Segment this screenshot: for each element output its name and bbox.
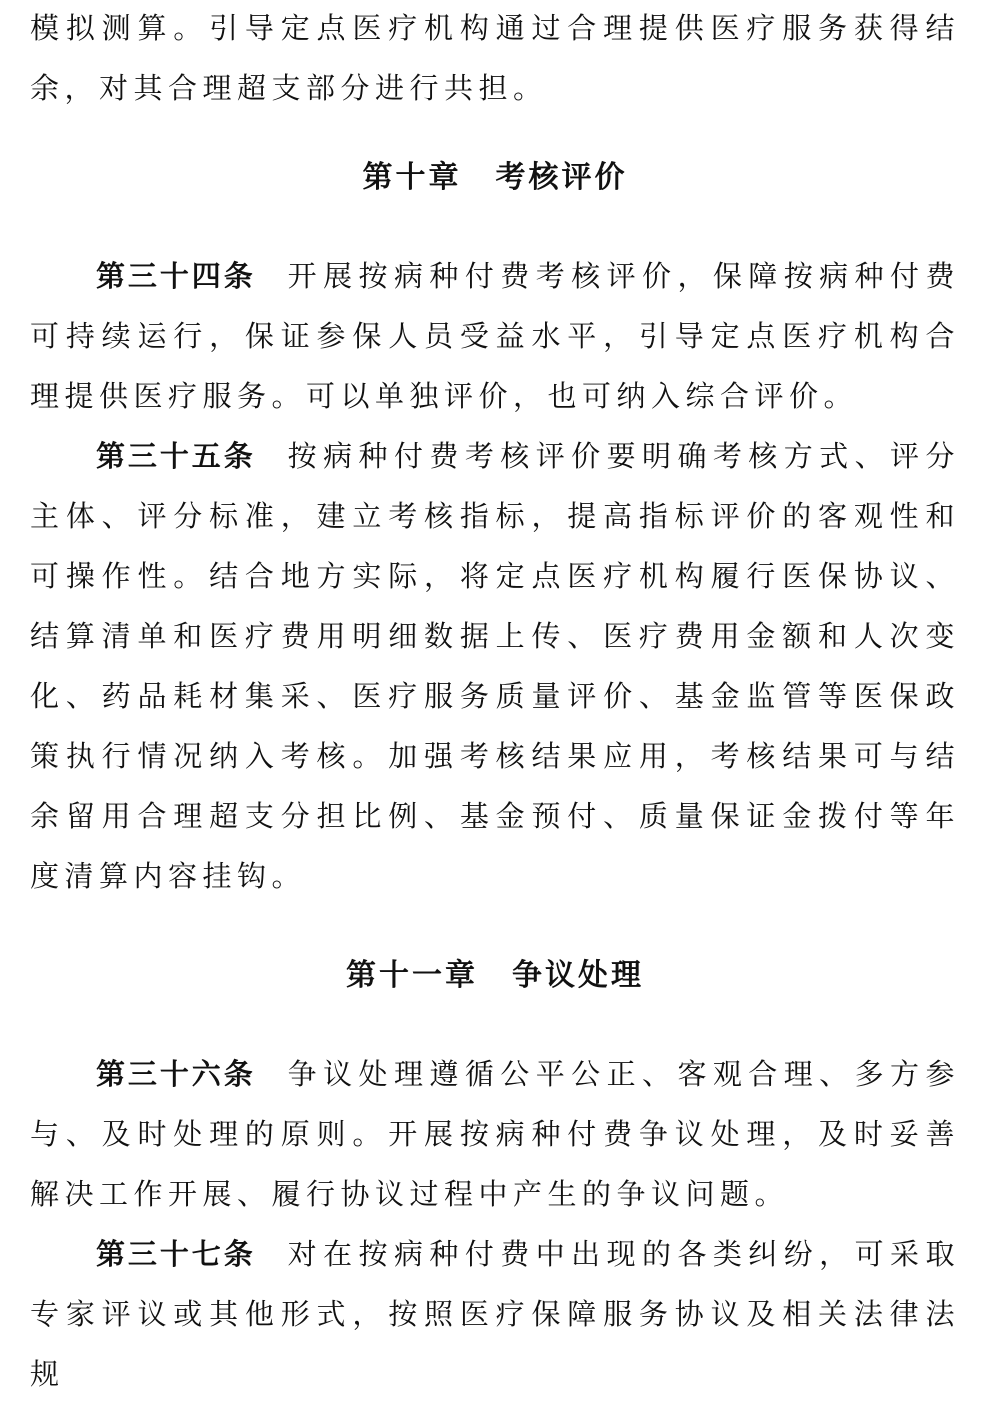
lead-paragraph: 模拟测算。引导定点医疗机构通过合理提供医疗服务获得结余，对其合理超支部分进行共担。 [30, 11, 960, 105]
article-35 [30, 426, 960, 906]
article-36-text: 争议处理遵循公平公正、客观合理、多方参与、及时处理的原则。开展按病种付费争议处理，及时妥善解决工作开展、履行协议过程中产生的争议问题。 [30, 1057, 960, 1211]
article-34 [30, 246, 960, 426]
article-34-text: 开展按病种付费考核评价，保障按病种付费可持续运行，保证参保人员受益水平，引导定点医疗机构合理提供医疗服务。可以单独评价，也可纳入综合评价。 [30, 259, 960, 413]
chapter-10-title: 考核评价 [495, 160, 628, 195]
chapter-11-heading [30, 946, 960, 1006]
article-36-label: 第三十六条 [96, 1057, 256, 1091]
chapter-11-number: 第十一章 [346, 958, 478, 993]
document-page [30, 0, 960, 1404]
chapter-11-title: 争议处理 [512, 958, 644, 993]
chapter-10-number: 第十章 [362, 160, 462, 195]
article-34-label: 第三十四条 [96, 259, 256, 293]
chapter-10-heading [30, 148, 960, 208]
article-35-label: 第三十五条 [96, 439, 256, 473]
article-37-text: 对在按病种付费中出现的各类纠纷，可采取专家评议或其他形式，按照医疗保障服务协议及相关法律法规 [30, 1237, 960, 1391]
article-37-label: 第三十七条 [96, 1237, 256, 1271]
article-37 [30, 1224, 960, 1404]
article-36 [30, 1044, 960, 1224]
article-35-text: 按病种付费考核评价要明确考核方式、评分主体、评分标准，建立考核指标，提高指标评价的客观性和可操作性。结合地方实际，将定点医疗机构履行医保协议、结算清单和医疗费用明细数据上传、医疗费用金额和人次变化、药品耗材集采、医疗服务质量评价、基金监管等医保政策执行情况纳入考核。加强考核结果应用，考核结果可与结余留用合理超支分担比例、基金预付、质量保证金拨付等年度清算内容挂钩。 [30, 439, 960, 893]
